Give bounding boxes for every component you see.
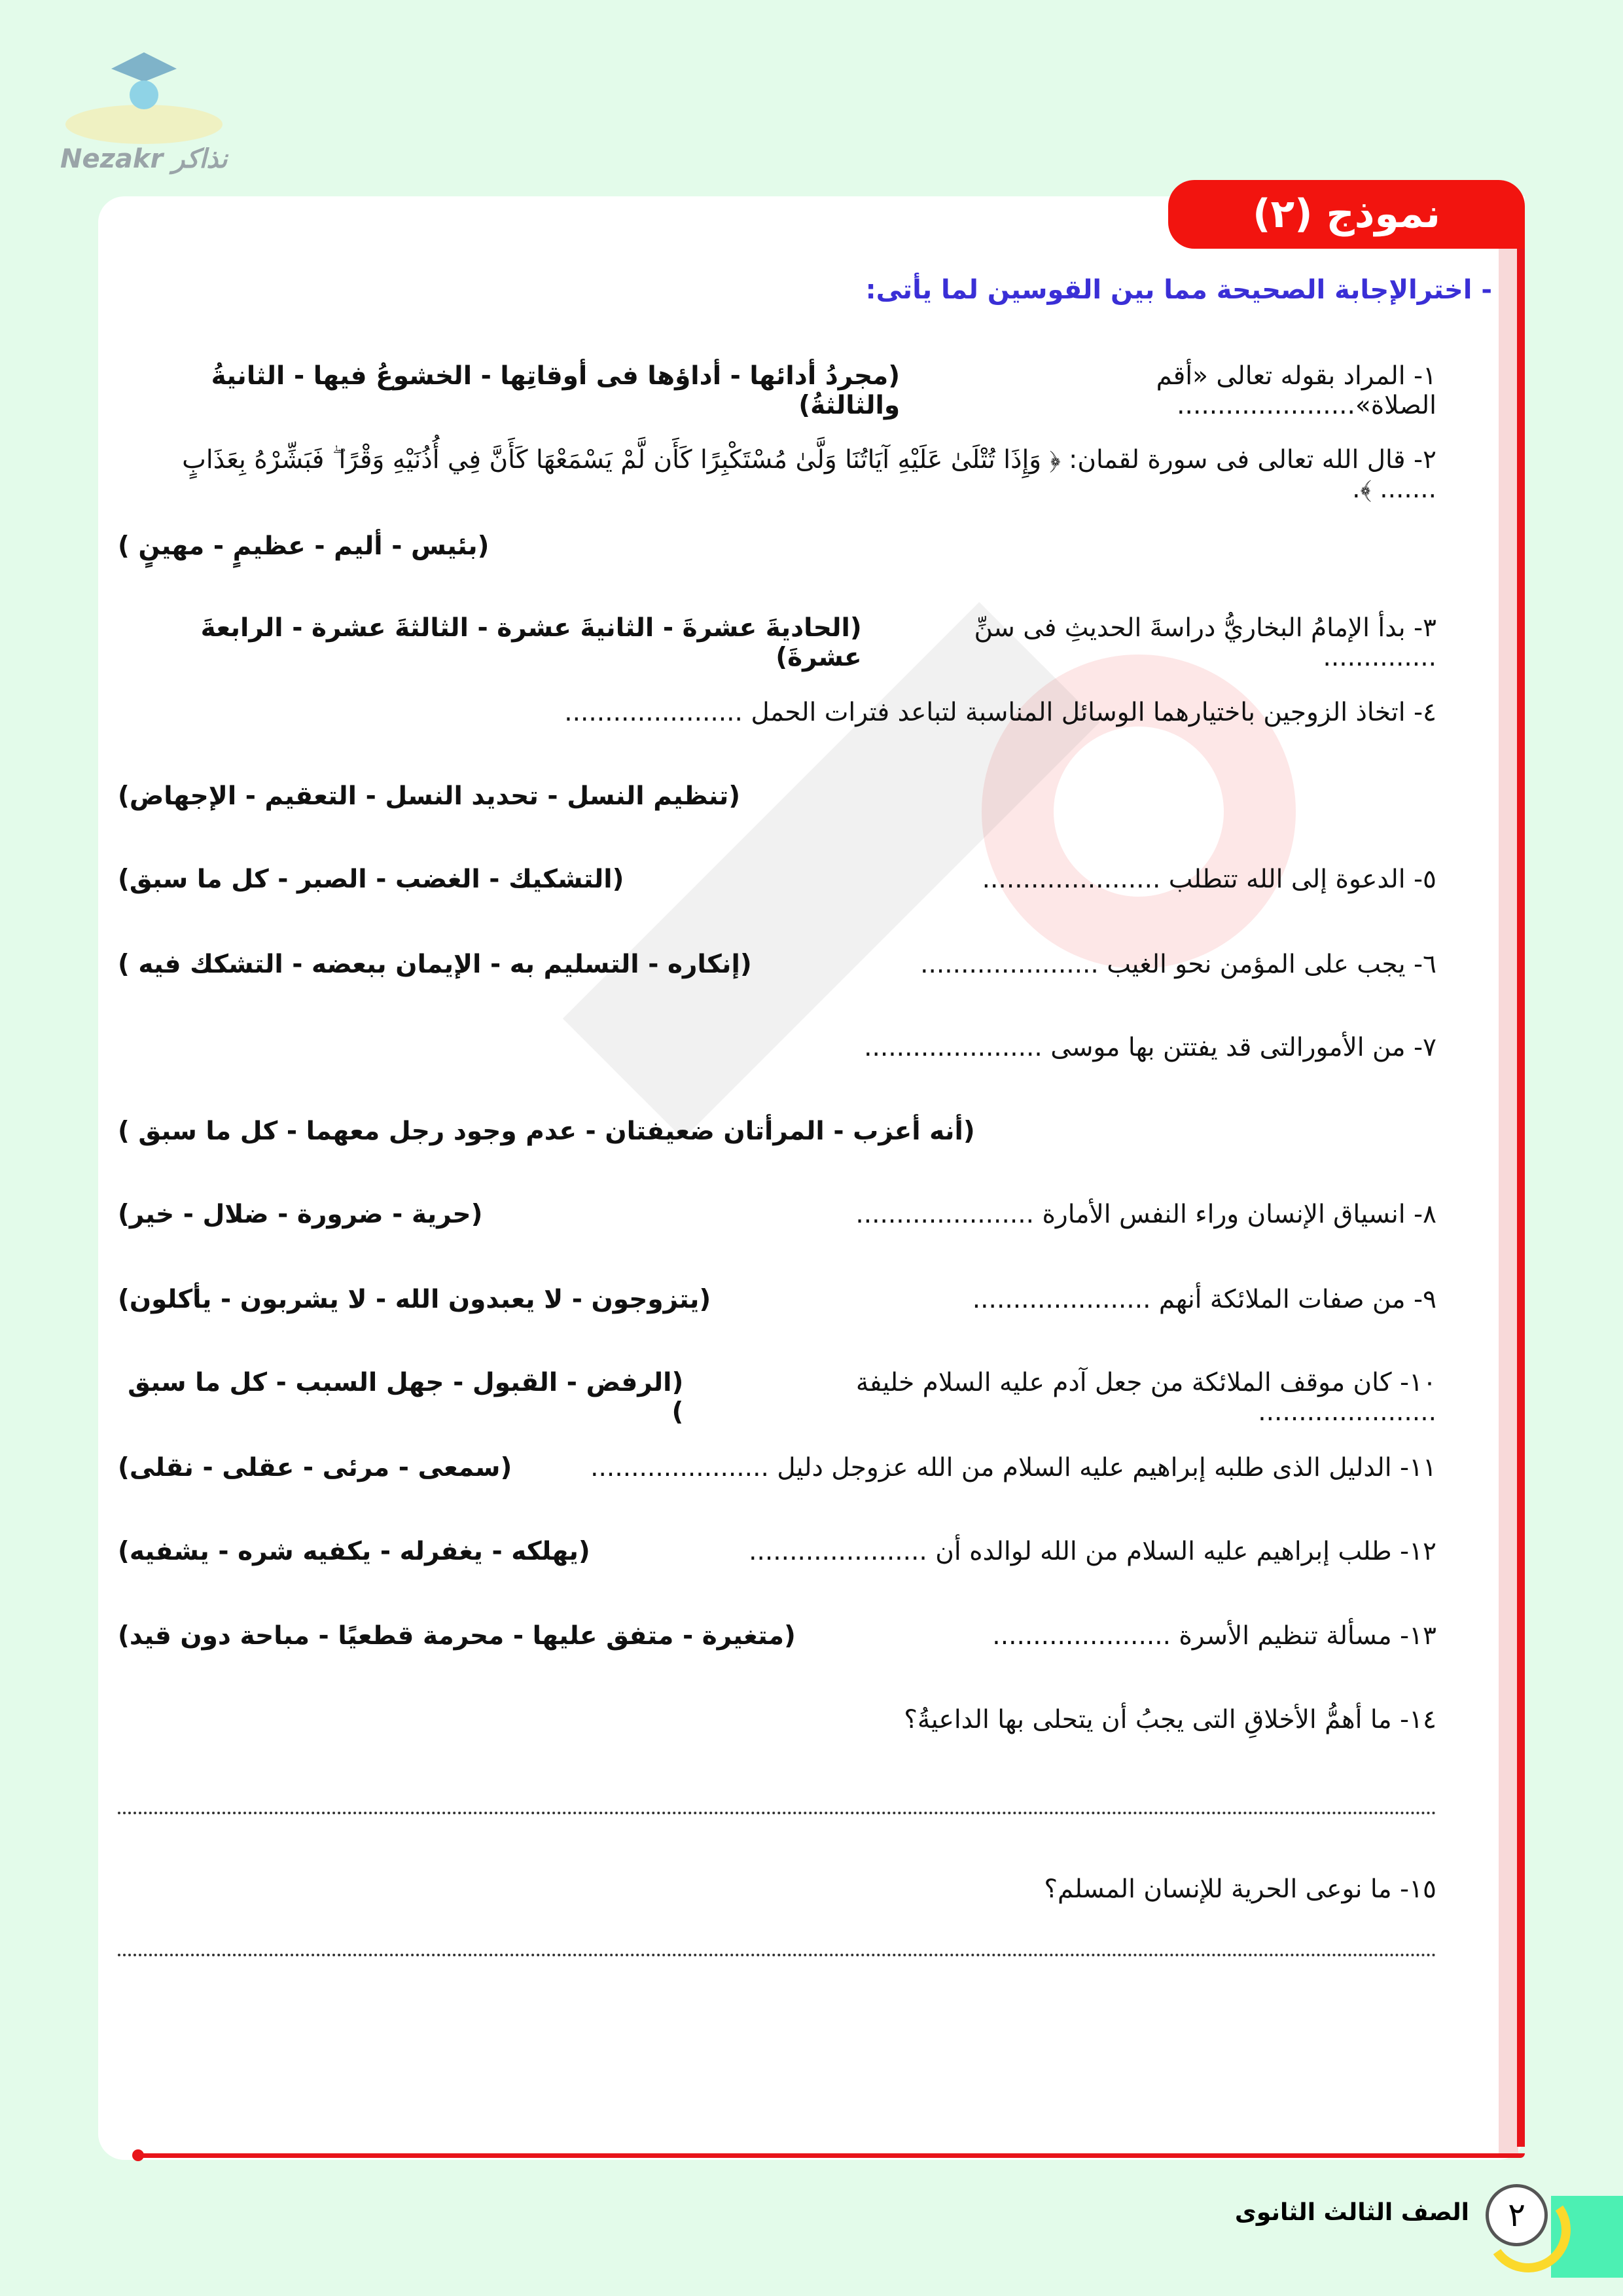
question-row xyxy=(118,698,1436,727)
question-row xyxy=(118,1285,1436,1314)
card-shadow xyxy=(1499,249,1518,2153)
question-options: (إنكاره - التسليم به - الإيمان ببعضه - التشكك فيه ) xyxy=(118,950,752,979)
question-row xyxy=(118,1033,1436,1062)
question-options: (الرفض - القبول - جهل السبب - كل ما سبق ) xyxy=(128,1368,684,1427)
page-number: ٢ xyxy=(1486,2184,1548,2246)
card-border-right xyxy=(1517,216,1525,2147)
logo-text: Nezakr نذاكر xyxy=(60,144,228,174)
question-text: ١٢- طلب إبراهيم عليه السلام من الله لوالده أن ...................... xyxy=(749,1537,1436,1566)
question-options: (سمعى - مرئى - عقلى - نقلى) xyxy=(118,1453,512,1482)
answer-line[interactable] xyxy=(118,1954,1436,1956)
question-options: (تنظيم النسل - تحديد النسل - التعقيم - الإجهاض) xyxy=(118,781,741,811)
question-text: ٤- اتخاذ الزوجين باختيارهما الوسائل المناسبة لتباعد فترات الحمل ...................... xyxy=(564,698,1436,727)
question-text: ١٠- كان موقف الملائكة من جعل آدم عليه السلام خليفة ...................... xyxy=(855,1368,1436,1427)
question-row xyxy=(118,781,1436,811)
question-options: (أنه أعزب - المرأتان ضعيفتان - عدم وجود رجل معهما - كل ما سبق ) xyxy=(118,1117,975,1146)
question-options: (متغيرة - متفق عليها - محرمة قطعيًا - مباحة دون قيد) xyxy=(118,1621,796,1651)
question-options: (التشكيك - الغضب - الصبر - كل ما سبق) xyxy=(118,865,624,894)
question-text: ٦- يجب على المؤمن نحو الغيب ...................... xyxy=(920,950,1436,979)
question-row xyxy=(118,1368,1436,1427)
question-text: ٣- بدأ الإمامُ البخاريُّ دراسةَ الحديثِ فى سنِّ .............. xyxy=(974,613,1436,672)
question-options: (يهلكه - يغفرله - يكفيه شره - يشفيه) xyxy=(118,1537,590,1566)
question-row xyxy=(118,1453,1436,1482)
question-row xyxy=(118,1705,1436,1734)
question-text: ٥- الدعوة إلى الله تتطلب ...................... xyxy=(982,865,1436,894)
question-text: ١- المراد بقوله تعالى «أقم الصلاة»...................... xyxy=(1156,361,1436,420)
question-options: (الحاديةَ عشرةَ - الثانيةَ عشرة - الثالثةَ عشرة - الرابعةَ عشرةَ) xyxy=(200,613,862,672)
instruction: - اخترالإجابة الصحيحة مما بين القوسين لما يأتى: xyxy=(865,275,1492,305)
question-options: (يتزوجون - لا يعبدون الله - لا يشربون - يأكلون) xyxy=(118,1285,711,1314)
question-text: ٨- انسياق الإنسان وراء النفس الأمارة ...................... xyxy=(855,1200,1436,1229)
question-row xyxy=(118,1200,1436,1229)
grade-label: الصف الثالث الثانوى xyxy=(1234,2199,1469,2226)
question-options: (بئيس - أليم - عظيمٍ - مهينٍ ) xyxy=(118,531,490,561)
question-row xyxy=(118,1117,1436,1146)
question-row xyxy=(118,865,1436,894)
card-border-bottom xyxy=(137,2153,1525,2158)
question-row xyxy=(118,613,1436,672)
question-text: ١٣- مسألة تنظيم الأسرة ...................... xyxy=(992,1621,1436,1651)
question-row xyxy=(118,1621,1436,1651)
question-options: (حرية - ضرورة - ضلال - خير) xyxy=(118,1200,483,1229)
question-options: (مجردُ أدائها - أداؤها فى أوقاتِها - الخشوعُ فيها - الثانيةُ والثالثةُ) xyxy=(211,361,901,420)
question-text: ٢- قال الله تعالى فى سورة لقمان: ﴿ وَإِذَا تُتْلَىٰ عَلَيْهِ آيَاتُنَا وَلَّىٰ مُسْتَكْبِرًا كَأَن لَّمْ يَسْمَعْهَا كَأَنَّ فِي أُذُنَيْهِ وَقْرًا ۖ فَبَشِّرْهُ بِعَذَابٍ ....... ﴾. xyxy=(182,445,1436,504)
question-row xyxy=(118,950,1436,979)
question-row xyxy=(118,361,1436,420)
question-text: ٧- من الأمورالتى قد يفتتن بها موسى ...................... xyxy=(864,1033,1436,1062)
question-row xyxy=(118,1537,1436,1566)
question-text: ١٤- ما أهمُّ الأخلاقِ التى يجبُ أن يتحلى بها الداعيةُ؟ xyxy=(904,1705,1436,1734)
question-row xyxy=(118,445,1436,504)
page-title: نموذج (٢) xyxy=(1168,180,1525,249)
question-text: ١١- الدليل الذى طلبه إبراهيم عليه السلام من الله عزوجل دليل ...................... xyxy=(590,1453,1436,1482)
border-dot xyxy=(132,2149,144,2161)
question-row xyxy=(118,531,1436,561)
question-row xyxy=(118,1874,1436,1904)
answer-line[interactable] xyxy=(118,1812,1436,1814)
question-text: ١٥- ما نوعى الحرية للإنسان المسلم؟ xyxy=(1044,1874,1436,1904)
question-text: ٩- من صفات الملائكة أنهم ...................... xyxy=(972,1285,1436,1314)
